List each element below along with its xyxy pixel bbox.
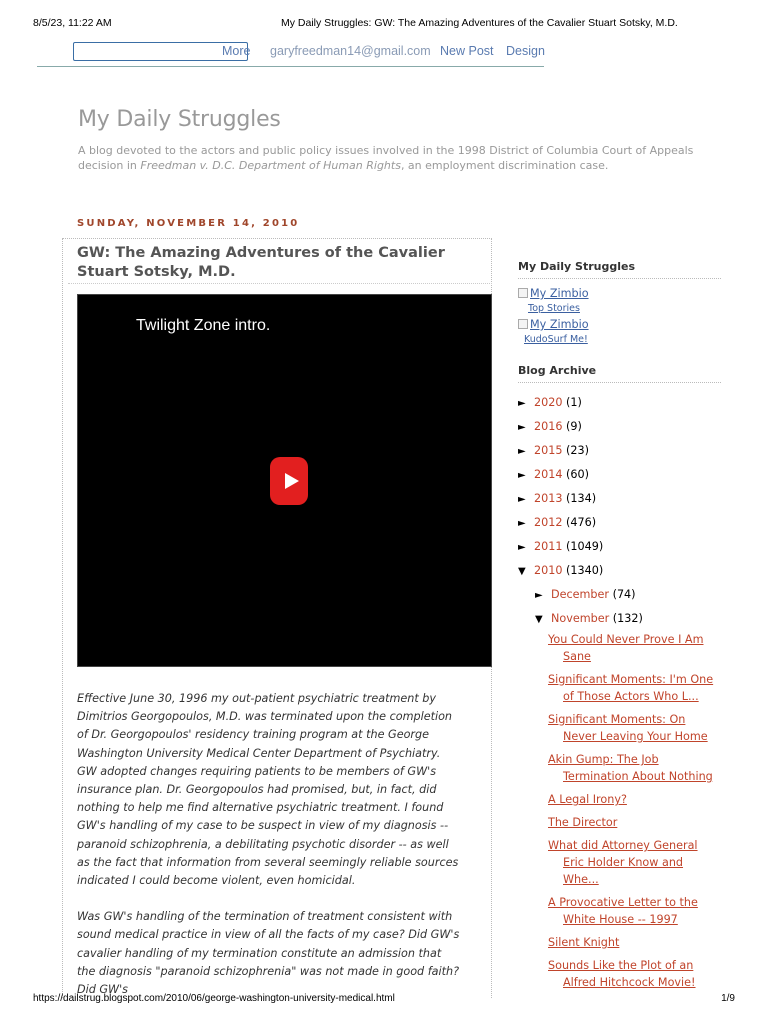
archive-count: (23) [566, 444, 590, 457]
blog-desc-text: A blog devoted to the actors and public policy issues involved in the 1998 District of Columbia Court of Appeals decision in [78, 144, 694, 172]
archive-month-link[interactable]: November [551, 612, 610, 625]
archive-year-link[interactable]: 2010 [534, 564, 563, 577]
print-footer [33, 993, 735, 1007]
sidebar [518, 260, 721, 997]
collapsed-triangle-icon[interactable]: ► [518, 446, 526, 457]
top-stories-link[interactable]: Top Stories [528, 303, 580, 314]
archive-post-item [548, 671, 721, 705]
collapsed-triangle-icon[interactable]: ► [518, 470, 526, 481]
print-url: https://dailstrug.blogspot.com/2010/06/george-washington-university-medical.html [33, 993, 395, 1004]
archive-count: (74) [612, 588, 636, 601]
archive-year-2015 [518, 439, 721, 463]
archive-post-link[interactable]: A Legal Irony? [548, 793, 627, 806]
expanded-triangle-icon[interactable]: ▼ [535, 614, 543, 625]
expanded-triangle-icon[interactable]: ▼ [518, 566, 526, 577]
blog-description [78, 143, 698, 173]
archive-post-item [548, 957, 721, 991]
video-title[interactable]: Twilight Zone intro. [136, 317, 271, 334]
archive-month-november [518, 607, 721, 631]
sidebar-heading: My Daily Struggles [518, 260, 721, 279]
archive-post-link[interactable]: Akin Gump: The Job Termination About Nothing [548, 753, 713, 783]
archive-count: (1049) [566, 540, 604, 553]
post-date-header: SUNDAY, NOVEMBER 14, 2010 [77, 218, 300, 229]
collapsed-triangle-icon[interactable]: ► [518, 398, 526, 409]
blogger-navbar [37, 40, 544, 67]
archive-year-link[interactable]: 2014 [534, 468, 563, 481]
archive-year-2010 [518, 559, 721, 583]
archive-year-link[interactable]: 2016 [534, 420, 563, 433]
account-email[interactable]: garyfreedman14@gmail.com [270, 44, 431, 58]
post-title[interactable]: GW: The Amazing Adventures of the Cavalier Stuart Sotsky, M.D. [77, 245, 445, 280]
blog-title[interactable]: My Daily Struggles [78, 107, 281, 132]
archive-post-link[interactable]: Sounds Like the Plot of an Alfred Hitchcock Movie! [548, 959, 696, 989]
archive-year-2020 [518, 391, 721, 415]
archive-post-item [548, 894, 721, 928]
archive-post-item [548, 934, 721, 951]
archive-year-link[interactable]: 2020 [534, 396, 563, 409]
broken-image-icon [518, 288, 528, 298]
print-date: 8/5/23, 11:22 AM [33, 17, 112, 29]
archive-year-link[interactable]: 2011 [534, 540, 563, 553]
archive-heading: Blog Archive [518, 364, 721, 383]
archive-post-link[interactable]: The Director [548, 816, 618, 829]
youtube-play-icon[interactable] [270, 457, 308, 505]
archive-year-2011 [518, 535, 721, 559]
archive-post-item [548, 837, 721, 888]
collapsed-triangle-icon[interactable]: ► [518, 494, 526, 505]
post-paragraph: Effective June 30, 1996 my out-patient psychiatric treatment by Dimitrios Georgopoulos, M.D. was terminated upon the completion of Dr. Georgopoulos' residency training program at the George Washington University Medical Center Department of Psychiatry. GW adopted changes requiring patients to be members of GW's insurance plan. Dr. Georgopoulos had promised, but, in fact, did nothing to help me find alternative psychiatric treatment. I found GW's handling of my case to be suspect in view of my diagnosis -- paranoid schizophrenia, a debilitating psychotic disorder -- as well as the fact that information from several seemingly reliable sources indicated I could become violent, even homicidal. [77, 692, 459, 888]
archive-count: (1) [566, 396, 582, 409]
collapsed-triangle-icon[interactable]: ► [518, 542, 526, 553]
archive-post-link[interactable]: What did Attorney General Eric Holder Know and Whe... [548, 839, 698, 886]
archive-year-2016 [518, 415, 721, 439]
archive-year-2014 [518, 463, 721, 487]
collapsed-triangle-icon[interactable]: ► [535, 590, 543, 601]
broken-image-icon [518, 319, 528, 329]
archive-post-link[interactable]: You Could Never Prove I Am Sane [548, 633, 704, 663]
november-posts-list [548, 631, 721, 991]
archive-count: (134) [566, 492, 597, 505]
archive-post-link[interactable]: Silent Knight [548, 936, 620, 949]
archive-post-item [548, 814, 721, 831]
archive-count: (9) [566, 420, 582, 433]
print-header [33, 17, 735, 31]
archive-month-link[interactable]: December [551, 588, 610, 601]
zimbio-link[interactable]: My Zimbio [530, 287, 589, 300]
blog-desc-case-name: Freedman v. D.C. Department of Human Rights [140, 159, 401, 172]
print-page-number: 1/9 [721, 993, 735, 1004]
archive-post-item [548, 751, 721, 785]
archive-post-item [548, 631, 721, 665]
kudosurf-link[interactable]: KudoSurf Me! [524, 334, 588, 345]
archive-post-link[interactable]: A Provocative Letter to the White House -- 1997 [548, 896, 698, 926]
collapsed-triangle-icon[interactable]: ► [518, 422, 526, 433]
archive-count: (132) [612, 612, 643, 625]
archive-year-2013 [518, 487, 721, 511]
collapsed-triangle-icon[interactable]: ► [518, 518, 526, 529]
post-body [77, 690, 462, 1017]
design-link[interactable]: Design [506, 44, 545, 58]
archive-post-link[interactable]: Significant Moments: I'm One of Those Actors Who L... [548, 673, 714, 703]
print-title: My Daily Struggles: GW: The Amazing Adventures of the Cavalier Stuart Sotsky, M.D. [281, 17, 678, 29]
more-link[interactable]: More [222, 44, 251, 58]
archive-month-december [518, 583, 721, 607]
zimbio-widget [518, 287, 721, 345]
archive-list [518, 391, 721, 631]
post-title-divider [68, 283, 492, 284]
archive-post-link[interactable]: Significant Moments: On Never Leaving Your Home [548, 713, 708, 743]
new-post-link[interactable]: New Post [440, 44, 494, 58]
archive-count: (60) [566, 468, 590, 481]
archive-year-link[interactable]: 2015 [534, 444, 563, 457]
embedded-video[interactable] [77, 294, 492, 667]
archive-year-link[interactable]: 2012 [534, 516, 563, 529]
archive-post-item [548, 791, 721, 808]
blog-desc-text-end: , an employment discrimination case. [400, 159, 609, 172]
archive-year-link[interactable]: 2013 [534, 492, 563, 505]
archive-count: (1340) [566, 564, 604, 577]
archive-post-item [548, 711, 721, 745]
zimbio-link[interactable]: My Zimbio [530, 318, 589, 331]
post-paragraph: Was GW's handling of the termination of treatment consistent with sound medical practice in view of all the facts of my case? Did GW's cavalier handling of my termination constitute an admission that the diagnosis "paranoid schizophrenia" was not made in good faith? Did GW's [77, 910, 460, 997]
archive-count: (476) [566, 516, 597, 529]
archive-year-2012 [518, 511, 721, 535]
